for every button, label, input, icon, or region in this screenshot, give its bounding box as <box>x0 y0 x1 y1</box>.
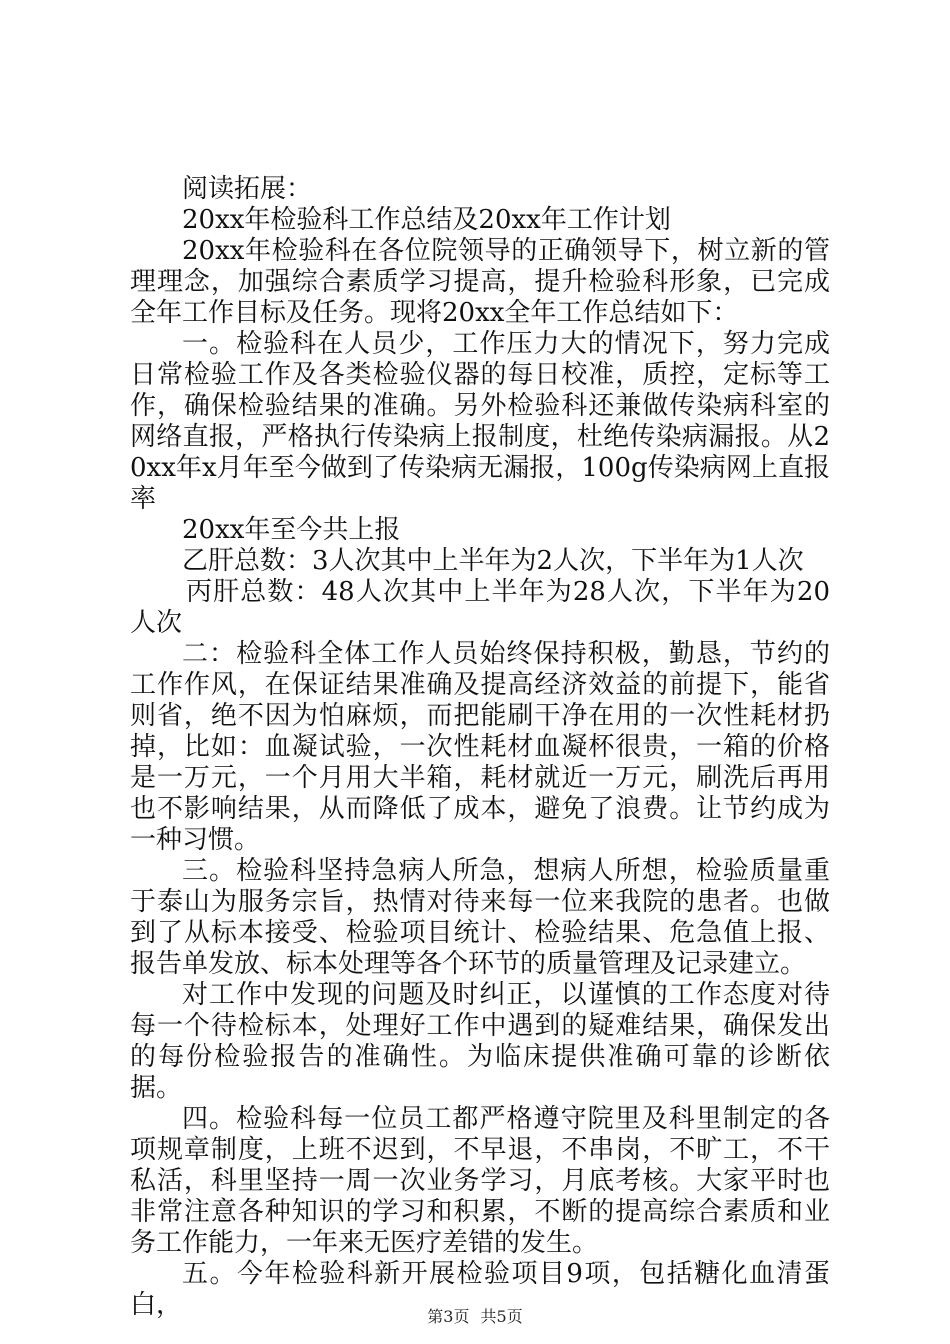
paragraph-section-five: 五。今年检验科新开展检验项目9项，包括糖化血清蛋白， <box>130 1259 830 1320</box>
paragraph-reading-extension: 阅读拓展： <box>182 174 313 204</box>
paragraph-hepatitis-b: 乙肝总数：3人次其中上半年为2人次，下半年为1人次 <box>182 546 804 576</box>
paragraph-hepatitis-c: 丙肝总数：48人次其中上半年为28人次，下半年为20人次 <box>130 577 830 638</box>
paragraph-correction: 对工作中发现的问题及时纠正，以谨慎的工作态度对待每一个待检标本，处理好工作中遇到的疑难结果，确保发出的每份检验报告的准确性。为临床提供准确可靠的诊断依据。 <box>130 980 830 1103</box>
page-total: 共5页 <box>480 1307 523 1326</box>
document-body <box>130 174 830 1321</box>
paragraph-section-four: 四。检验科每一位员工都严格遵守院里及科里制定的各项规章制度，上班不迟到，不早退，不串岗，不旷工，不干私活，科里坚持一周一次业务学习，月底考核。大家平时也非常注意各种知识的学习和积累，不断的提高综合素质和业务工作能力，一年来无医疗差错的发生。 <box>130 1104 830 1258</box>
paragraph-title: 20xx年检验科工作总结及20xx年工作计划 <box>182 205 671 235</box>
paragraph-section-three: 三。检验科坚持急病人所急，想病人所想，检验质量重于泰山为服务宗旨，热情对待来每一位来我院的患者。也做到了从标本接受、检验项目统计、检验结果、危急值上报、报告单发放、标本处理等各个环节的质量管理及记录建立。 <box>130 856 830 979</box>
paragraph-section-two: 二：检验科全体工作人员始终保持积极，勤恳，节约的工作作风，在保证结果准确及提高经济效益的前提下，能省则省，绝不因为怕麻烦，而把能刷干净在用的一次性耗材扔掉，比如：血凝试验，一次性耗材血凝杯很贵，一箱的价格是一万元，一个月用大半箱，耗材就近一万元，刷洗后再用也不影响结果，从而降低了成本，避免了浪费。让节约成为一种习惯。 <box>130 639 830 855</box>
page-number: 第3页 <box>427 1307 470 1326</box>
page-footer <box>0 1304 950 1327</box>
paragraph-intro: 20xx年检验科在各位院领导的正确领导下，树立新的管理理念，加强综合素质学习提高，提升检验科形象，已完成全年工作目标及任务。现将20xx全年工作总结如下： <box>130 236 830 328</box>
paragraph-report-total: 20xx年至今共上报 <box>182 515 401 545</box>
paragraph-section-one: 一。检验科在人员少，工作压力大的情况下，努力完成日常检验工作及各类检验仪器的每日校准，质控，定标等工作，确保检验结果的准确。另外检验科还兼做传染病科室的网络直报，严格执行传染病上报制度，杜绝传染病漏报。从20xx年x月年至今做到了传染病无漏报，100g传染病网上直报率 <box>130 329 830 514</box>
